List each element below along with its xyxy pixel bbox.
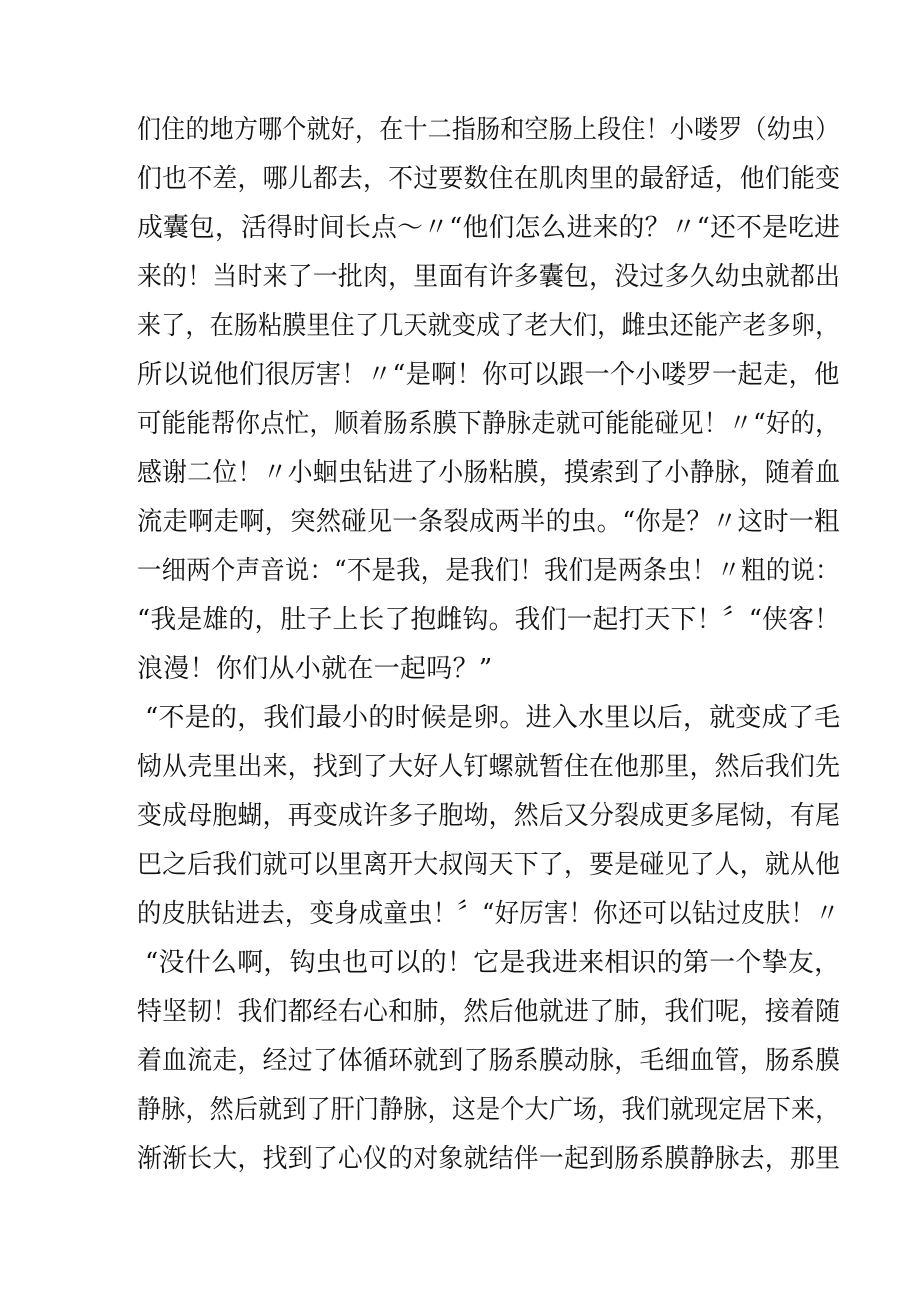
text-line: 静脉，然后就到了肝门静脉，这是个大广场，我们就现定居下来， [137, 1095, 840, 1125]
text-line: 可能能帮你点忙，顺着肠系膜下静脉走就可能能碰见！〃“好的， [137, 409, 840, 439]
text-line: 渐渐长大，找到了心仪的对象就结伴一起到肠系膜静脉去，那里 [137, 1144, 841, 1174]
text-line: 们也不差，哪儿都去，不过要数住在肌肉里的最舒适，他们能变 [137, 164, 841, 194]
text-line: 变成母胞蝴，再变成许多子胞坳，然后又分裂成更多尾恸，有尾 [137, 801, 841, 831]
text-line: 来了，在肠粘膜里住了几天就变成了老大们，雌虫还能产老多卵， [137, 311, 840, 341]
text-line: 感谢二位！〃小蛔虫钻进了小肠粘膜，摸索到了小静脉，随着血 [137, 458, 841, 488]
text-line: 们住的地方哪个就好，在十二指肠和空肠上段住！小喽罗（幼虫） [137, 115, 840, 145]
paragraph-start-line: “没什么啊，钩虫也可以的！它是我进来相识的第一个挚友， [145, 948, 841, 978]
text-line: 巴之后我们就可以里离开大叔闯天下了，要是碰见了人，就从他 [137, 850, 841, 880]
text-line: 的皮肤钻进去，变身成童虫！〞“好厉害！你还可以钻过皮肤！〃 [137, 899, 840, 929]
text-line: 所以说他们很厉害！〃“是啊！你可以跟一个小喽罗一起走，他 [137, 360, 840, 390]
text-line: 成囊包，活得时间长点～〃“他们怎么进来的？〃“还不是吃进 [137, 213, 841, 243]
text-line: 流走啊走啊，突然碰见一条裂成两半的虫。“你是？〃这时一粗 [137, 507, 840, 537]
text-line: 一细两个声音说：“不是我，是我们！我们是两条虫！〃粗的说： [137, 556, 840, 586]
text-line: 浪漫！你们从小就在一起吗？” [137, 654, 493, 684]
text-line: “我是雄的，肚子上长了抱雌钩。我们一起打天下！〞“侠客！ [137, 605, 841, 635]
text-line: 恸从壳里出来，找到了大好人钉螺就暂住在他那里，然后我们先 [137, 752, 841, 782]
text-line: 来的！当时来了一批肉，里面有许多囊包，没过多久幼虫就都出 [137, 262, 841, 292]
paragraph-start-line: “不是的，我们最小的时候是卵。进入水里以后，就变成了毛 [145, 703, 841, 733]
text-line: 着血流走，经过了体循环就到了肠系膜动脉，毛细血管，肠系膜 [137, 1046, 841, 1076]
text-line: 特坚韧！我们都经右心和肺，然后他就进了肺，我们呢，接着随 [137, 997, 841, 1027]
